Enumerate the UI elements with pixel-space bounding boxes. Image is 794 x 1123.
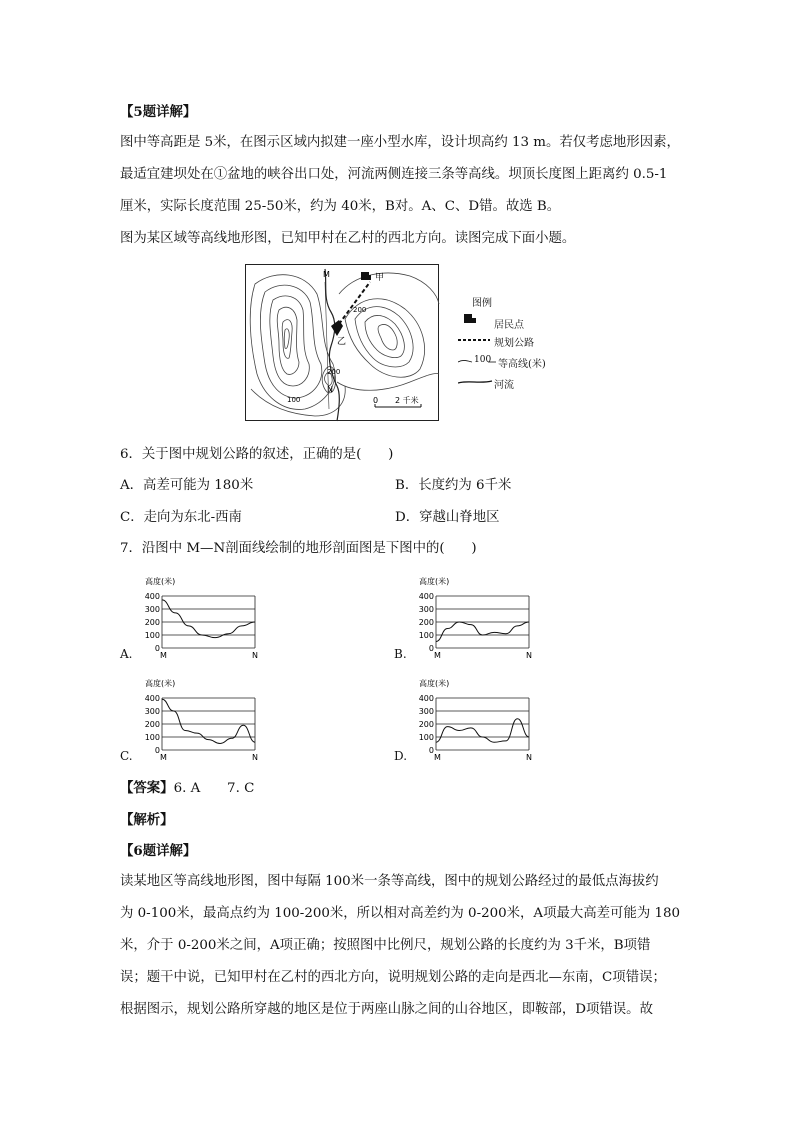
tick-label: 200 bbox=[144, 618, 160, 627]
profile-chart-c bbox=[140, 676, 265, 764]
tick-label: 100 bbox=[418, 631, 434, 640]
legend-river-icon bbox=[458, 381, 492, 383]
q5-heading: 【5题详解】 bbox=[120, 104, 197, 120]
intro-text: 图为某区域等高线地形图，已知甲村在乙村的西北方向。读图完成下面小题。 bbox=[120, 231, 576, 246]
profile-chart-b bbox=[414, 574, 539, 662]
analysis-line-1: 读某地区等高线地形图，图中每隔 100米一条等高线，图中的规划公路经过的最低点海拔约 bbox=[120, 874, 659, 889]
tick-label: 200 bbox=[144, 720, 160, 729]
analysis-line-3: 米，介于 0-200米之间，A项正确；按照图中比例尺，规划公路的长度约为 3千米，B项错 bbox=[120, 938, 651, 953]
label-N: N bbox=[327, 385, 333, 394]
tick-label: 400 bbox=[144, 694, 160, 703]
q7-option-c-letter[interactable]: C. bbox=[120, 749, 133, 763]
analysis-line-4: 误；题干中说，已知甲村在乙村的西北方向，说明规划公路的走向是西北—东南，C项错误； bbox=[120, 970, 666, 985]
tick-label: 100 bbox=[144, 631, 160, 640]
x-label-end: N bbox=[252, 651, 258, 660]
profile-line bbox=[436, 719, 529, 742]
tick-label: 200 bbox=[418, 618, 434, 627]
legend-contour-value: 100 bbox=[474, 355, 492, 365]
q7-option-b-letter[interactable]: B. bbox=[394, 647, 407, 661]
analysis-line-5: 根据图示，规划公路所穿越的地区是位于两座山脉之间的山谷地区，即鞍部，D项错误。故 bbox=[120, 1002, 653, 1017]
q5-line-2: 最适宜建坝处在①盆地的峡谷出口处，河流两侧连接三条等高线。坝顶长度图上距离约 0.5-1 bbox=[120, 167, 668, 182]
contour-label-100: 100 bbox=[287, 396, 301, 404]
legend-road-label: 规划公路 bbox=[494, 338, 534, 349]
legend-river-label: 河流 bbox=[494, 380, 514, 391]
answer-line bbox=[120, 779, 680, 798]
tick-label: 0 bbox=[154, 644, 160, 653]
label-yi: 乙 bbox=[337, 337, 347, 347]
profile-line bbox=[162, 600, 255, 638]
tick-label: 300 bbox=[418, 605, 434, 614]
x-label-start: M bbox=[160, 651, 167, 660]
ylabel: 高度(米) bbox=[145, 679, 176, 688]
tick-label: 100 bbox=[144, 733, 160, 742]
analysis-line-2: 为 0-100米，最高点约为 100-200米，所以相对高差约为 0-200米，A项最大高差可能为 180 bbox=[120, 906, 681, 921]
ylabel: 高度(米) bbox=[145, 577, 176, 586]
legend-title: 图例 bbox=[472, 298, 492, 309]
label-jia: 甲 bbox=[375, 273, 385, 283]
legend-contour-icon bbox=[458, 360, 472, 362]
q6-option-b[interactable]: B．长度约为 6千米 bbox=[395, 478, 512, 493]
tick-label: 100 bbox=[418, 733, 434, 742]
x-label-start: M bbox=[160, 753, 167, 762]
x-label-start: M bbox=[434, 651, 441, 660]
tick-label: 0 bbox=[154, 746, 160, 755]
q7-stem: 7．沿图中 M—N剖面线绘制的地形剖面图是下图中的( ) bbox=[120, 541, 477, 556]
analysis-label: 【解析】 bbox=[120, 812, 174, 828]
q6-option-d[interactable]: D．穿越山脊地区 bbox=[395, 510, 500, 525]
q7-option-a-letter[interactable]: A. bbox=[120, 647, 133, 661]
tick-label: 0 bbox=[428, 644, 434, 653]
x-label-start: M bbox=[434, 753, 441, 762]
contour-label-200a: 200 bbox=[353, 306, 367, 314]
tick-label: 400 bbox=[418, 592, 434, 601]
q6-option-a[interactable]: A．高差可能为 180米 bbox=[120, 478, 254, 493]
ylabel: 高度(米) bbox=[419, 679, 450, 688]
scale-label-0: 0 bbox=[373, 396, 379, 405]
answer-text: 6. A 7. C bbox=[173, 781, 255, 796]
tick-label: 300 bbox=[144, 605, 160, 614]
tick-label: 300 bbox=[418, 707, 434, 716]
x-label-end: N bbox=[526, 753, 532, 762]
ylabel: 高度(米) bbox=[419, 577, 450, 586]
label-M: M bbox=[323, 270, 330, 279]
legend-symbols bbox=[458, 314, 498, 394]
q6-option-c[interactable]: C．走向为东北-西南 bbox=[120, 510, 242, 525]
legend-village-label: 居民点 bbox=[494, 320, 524, 331]
profile-chart-d bbox=[414, 676, 539, 764]
profile-line bbox=[436, 622, 529, 642]
x-label-end: N bbox=[252, 753, 258, 762]
x-label-end: N bbox=[526, 651, 532, 660]
q6-analysis-heading: 【6题详解】 bbox=[120, 843, 197, 859]
tick-label: 400 bbox=[418, 694, 434, 703]
tick-label: 400 bbox=[144, 592, 160, 601]
tick-label: 300 bbox=[144, 707, 160, 716]
contour-label-200b: 200 bbox=[327, 368, 341, 376]
scale-label-2km: 2 千米 bbox=[395, 396, 419, 405]
tick-label: 200 bbox=[418, 720, 434, 729]
q7-option-d-letter[interactable]: D. bbox=[394, 749, 408, 763]
tick-label: 0 bbox=[428, 746, 434, 755]
answer-label: 【答案】 bbox=[120, 780, 174, 796]
profile-chart-a bbox=[140, 574, 265, 662]
legend-contour-label: 等高线(米) bbox=[498, 359, 546, 370]
q5-line-3: 厘米，实际长度范围 25-50米，约为 40米，B对。A、C、D错。故选 B。 bbox=[120, 199, 561, 214]
contour-map bbox=[245, 264, 440, 422]
q5-line-1: 图中等高距是 5米，在图示区域内拟建一座小型水库，设计坝高约 13 m。若仅考虑地形因素， bbox=[120, 135, 680, 150]
q6-stem: 6．关于图中规划公路的叙述，正确的是( ) bbox=[120, 447, 394, 462]
